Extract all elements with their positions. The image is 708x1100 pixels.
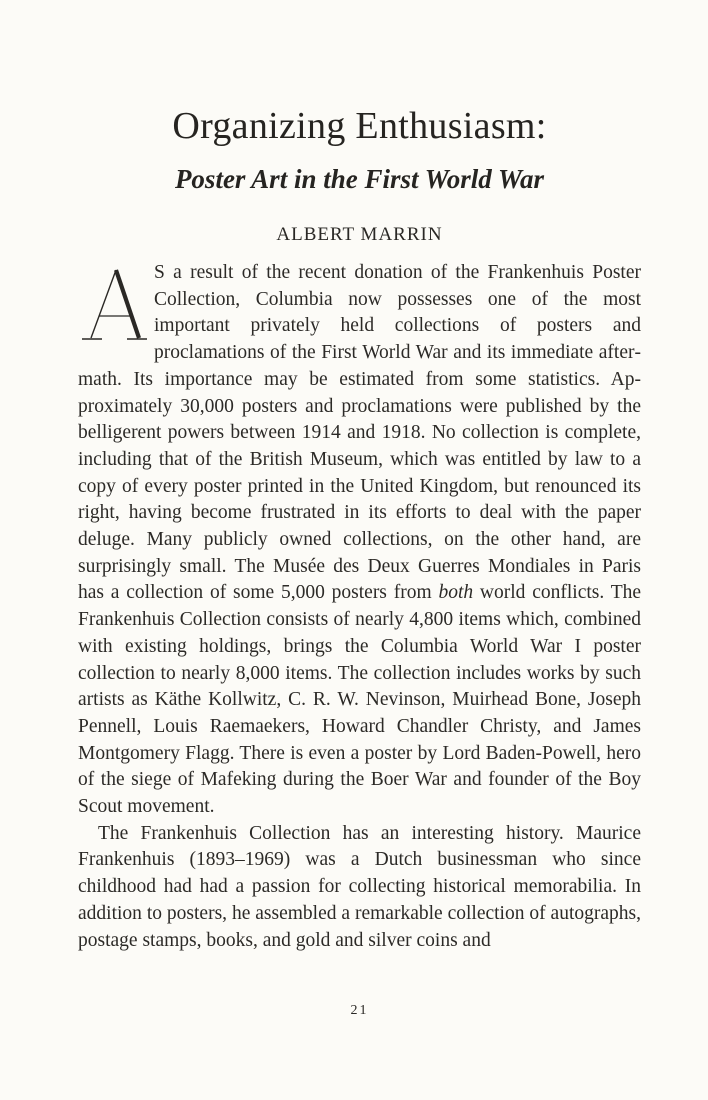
paragraph-2: The Frankenhuis Collection has an interesting history. Maurice Frankenhuis (1893–1969) was a Dutch businessman who since childhood had had a passion for collecting historical memorabilia. In addition to posters, he assembled a remarkable collection of autographs, postage stamps, books, and gold and silver coins and bbox=[78, 822, 641, 951]
emphasis-both: both bbox=[438, 582, 474, 604]
drop-cap-letter: A bbox=[78, 264, 79, 265]
paragraph-1 bbox=[78, 260, 641, 821]
article-subtitle: Poster Art in the First World War bbox=[174, 164, 545, 194]
paragraph-1-rest: world conflicts. The Frankenhuis Collection consists of nearly 4,800 items which, combined with existing holdings, brings the Columbia World War I poster collection to nearly 8,000 items. The collection includes works by such artists as Käthe Kollwitz, C. R. W. Nevinson, Muirhead Bone, Joseph Pennell, Louis Raemaekers, Howard Chandler Christy, and James Montgomery Flagg. There is even a poster by Lord Baden-Powell, hero of the siege of Mafeking during the Boer War and founder of the Boy Scout movement. bbox=[78, 582, 642, 818]
drop-cap bbox=[78, 264, 148, 344]
article-body bbox=[78, 260, 641, 954]
document-page bbox=[78, 0, 641, 1100]
paragraph-1-lead: S a result of the recent donation of the Frankenhuis Poster Collection, Columbia now possesses one of the most important privately held collections of posters and proclamations of the First World War and its immediate aftermath. Its importance may be estimated from some statistics. Approximately 30,000 posters and proclamations were published by the belligerent powers between 1914 and 1918. No collection is complete, including that of the British Museum, which was entitled by law to a copy of every poster printed in the United Kingdom, but renounced its right, having become frustrated in its efforts to deal with the paper deluge. Many publicly owned collections, on the other hand, are surprisingly small. The Musée des Deux Guerres Mondiales in Paris has a collection of some 5,000 posters from bbox=[78, 262, 641, 604]
article-author: ALBERT MARRIN bbox=[276, 224, 443, 245]
page-number: 21 bbox=[350, 1003, 369, 1018]
article-title: Organizing Enthusiasm: bbox=[172, 105, 547, 147]
